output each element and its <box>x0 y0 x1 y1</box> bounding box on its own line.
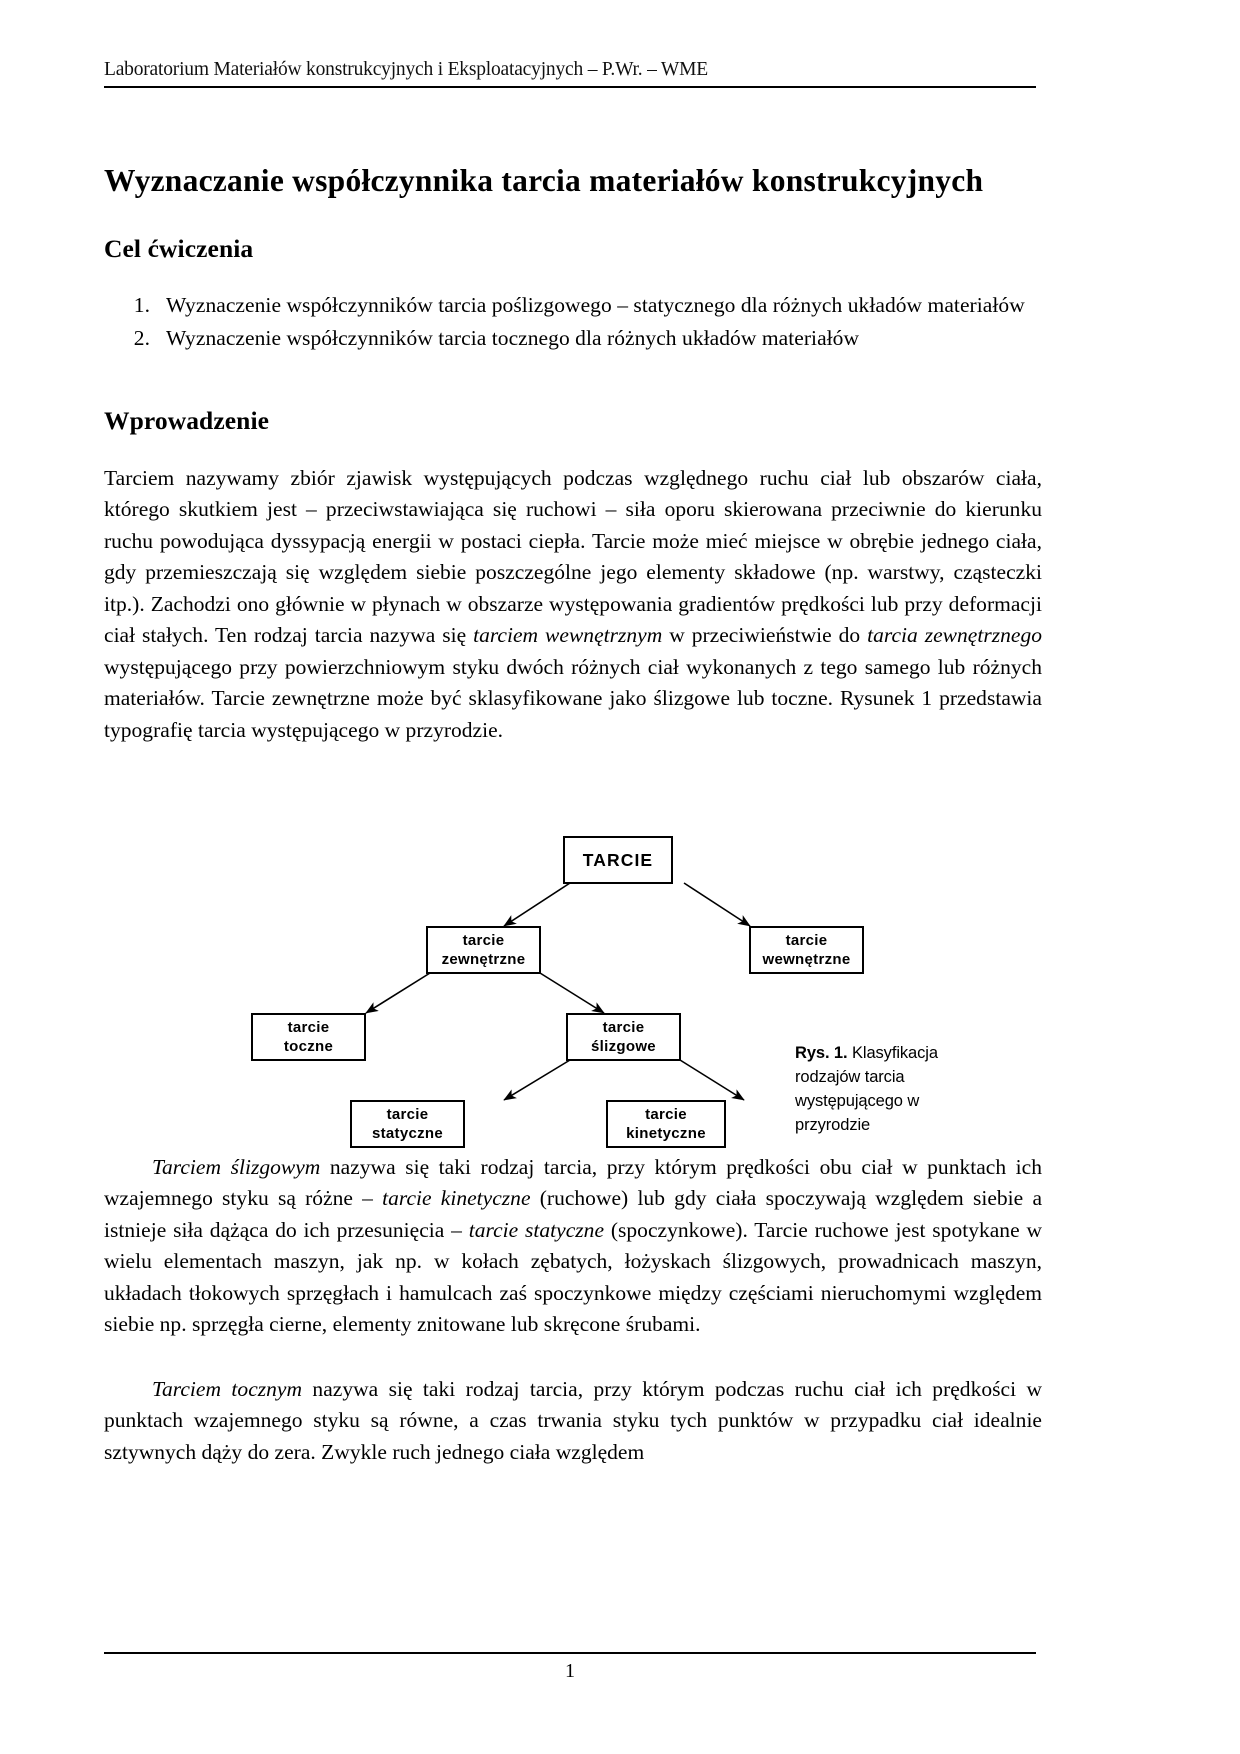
connector-external-to-rolling <box>366 973 430 1013</box>
list-item <box>104 323 1044 354</box>
figure-caption-text: Klasyfikacja rodzajów tarcia występującego w przyrodzie <box>795 1044 938 1134</box>
connector-root-to-external <box>504 883 570 926</box>
flowchart-node-tarcie-slizgowe <box>566 1013 681 1061</box>
heading-cel-cwiczenia: Cel ćwiczenia <box>104 234 254 263</box>
heading-wprowadzenie: Wprowadzenie <box>104 406 270 435</box>
flowchart-node-tarcie-wewnetrzne <box>749 926 864 974</box>
term-tarcia-zewnetrznego: tarcia zewnętrznego <box>867 623 1043 648</box>
figure-caption-label: Rys. 1. <box>795 1044 848 1062</box>
node-label-line1: tarcie <box>785 931 828 949</box>
term-tarciem-slizgowym: Tarciem ślizgowym <box>152 1155 321 1179</box>
node-label-line2: zewnętrzne <box>441 951 526 968</box>
page-number: 1 <box>565 1660 575 1682</box>
list-item <box>104 290 1044 321</box>
node-label-wrapper <box>626 1105 706 1143</box>
flowchart-node-tarcie-kinetyczne <box>606 1100 726 1148</box>
intro-text-part-3: występującego przy powierzchniowym styku dwóch różnych ciał wykonanych z tego samego lub różnych materiałów. Tarcie zewnętrzne może być sklasyfikowane jako ślizgowe lub toczne. Rysunek 1 przedstawia typografię tarcia występującego w przyrodzie. <box>104 654 1042 742</box>
node-label: TARCIE <box>582 849 654 870</box>
flowchart-node-tarcie-statyczne <box>350 1100 465 1148</box>
toczn-text-part-1: nazywa się taki rodzaj tarcia, przy którym podczas ruchu ciał ich prędkości w punktach wzajemnego styku są równe, a czas trwania styku tych punktów w przypadku ciał idealnie sztywnych dąży do zera. Zwykle ruch jednego ciała względem <box>104 1377 1043 1464</box>
node-label-line2: toczne <box>283 1038 334 1055</box>
node-label-wrapper <box>284 1018 333 1056</box>
flowchart-node-tarcie-zewnetrzne <box>426 926 541 974</box>
node-label-line2: wewnętrzne <box>762 951 851 968</box>
slizg-text-part-1: nazywa się taki rodzaj tarcia, przy którym prędkości obu ciał w punktach ich wzajemnego styku są różne – <box>104 1155 1042 1211</box>
node-label-line1: tarcie <box>386 1105 429 1123</box>
node-label-line1: tarcie <box>645 1105 687 1123</box>
paragraph-sliding-friction <box>104 1152 1042 1341</box>
list-item-label: Wyznaczenie współczynników tarcia tocznego dla różnych układów materiałów <box>166 325 860 350</box>
list-item-number: 1. <box>133 293 150 317</box>
node-label-line1: tarcie <box>287 1018 330 1036</box>
node-label-line1: tarcie <box>602 1018 645 1036</box>
flowchart-node-tarcie-toczne <box>251 1013 366 1061</box>
paragraph-rolling-friction <box>104 1374 1042 1468</box>
list-item-label: Wyznaczenie współczynników tarcia poślizgowego – statycznego dla różnych układów materiałów <box>166 293 1025 317</box>
goals-list <box>104 290 1044 355</box>
intro-text-part-1: Tarciem nazywamy zbiór zjawisk występujących podczas względnego ruchu ciał lub obszarów ciała, którego skutkiem jest – przeciwstawiająca się ruchowi – siła oporu skierowana przeciwnie do kierunku ruchu powodująca dyssypacją energii w postaci ciepła. Tarcie może mieć miejsce w obrębie jednego ciała, gdy przemieszczają się względem siebie poszczególne jego elementy składowe (np. warstwy, cząsteczki itp.). Zachodzi ono głównie w płynach w obszarze występowania gradientów prędkości lub przy deformacji ciał stałych. Ten rodzaj tarcia nazywa się <box>104 466 1042 648</box>
node-label-wrapper <box>442 931 526 969</box>
term-tarcie-kinetyczne: tarcie kinetyczne <box>382 1186 531 1211</box>
node-label-line2: kinetyczne <box>626 1125 706 1142</box>
term-tarciem-tocznym: Tarciem tocznym <box>152 1377 303 1401</box>
node-label-line2: statyczne <box>371 1125 444 1142</box>
term-tarciem-wewnetrznym: tarciem wewnętrznym <box>473 623 663 648</box>
page-title: Wyznaczanie współczynnika tarcia materiałów konstrukcyjnych <box>104 163 984 198</box>
header-divider <box>104 86 1036 88</box>
slizg-text-part-3: (spoczynkowe). Tarcie ruchowe jest spotykane w wielu elementach maszyn, jak np. w kołach zębatych, łożyskach ślizgowych, prowadnicach maszyn, układach tłokowych sprzęgłach i hamulcach zaś spoczynkowe między częściami nieruchomymi względem siebie np. sprzęgła cierne, elementy znitowane lub skręcone śrubami. <box>104 1217 1042 1337</box>
figure-caption <box>795 1042 985 1138</box>
term-tarcie-statyczne: tarcie statyczne <box>468 1217 605 1242</box>
intro-text-part-2: w przeciwieństwie do <box>662 623 868 648</box>
running-header-text: Laboratorium Materiałów konstrukcyjnych i Eksploatacyjnych – P.Wr. – WME <box>104 59 708 80</box>
footer-divider <box>104 1652 1036 1654</box>
connector-sliding-to-kinetic <box>680 1060 744 1100</box>
running-header <box>104 58 1036 88</box>
connector-external-to-sliding <box>540 973 604 1013</box>
node-label-line1: tarcie <box>462 931 505 949</box>
node-label-wrapper <box>372 1105 443 1143</box>
connector-root-to-internal <box>684 883 750 926</box>
connector-sliding-to-static <box>504 1060 570 1100</box>
node-label-line2: ślizgowe <box>591 1038 656 1055</box>
slizg-text-part-2: (ruchowe) lub gdy ciała spoczywają względem siebie a istnieje siła dążąca do ich przesunięcia – <box>104 1186 1043 1242</box>
paragraph-introduction <box>104 463 1042 746</box>
flowchart-node-tarcie <box>563 836 673 884</box>
node-label-wrapper <box>762 931 850 969</box>
node-label-wrapper <box>591 1018 656 1056</box>
list-item-number: 2. <box>133 325 150 350</box>
